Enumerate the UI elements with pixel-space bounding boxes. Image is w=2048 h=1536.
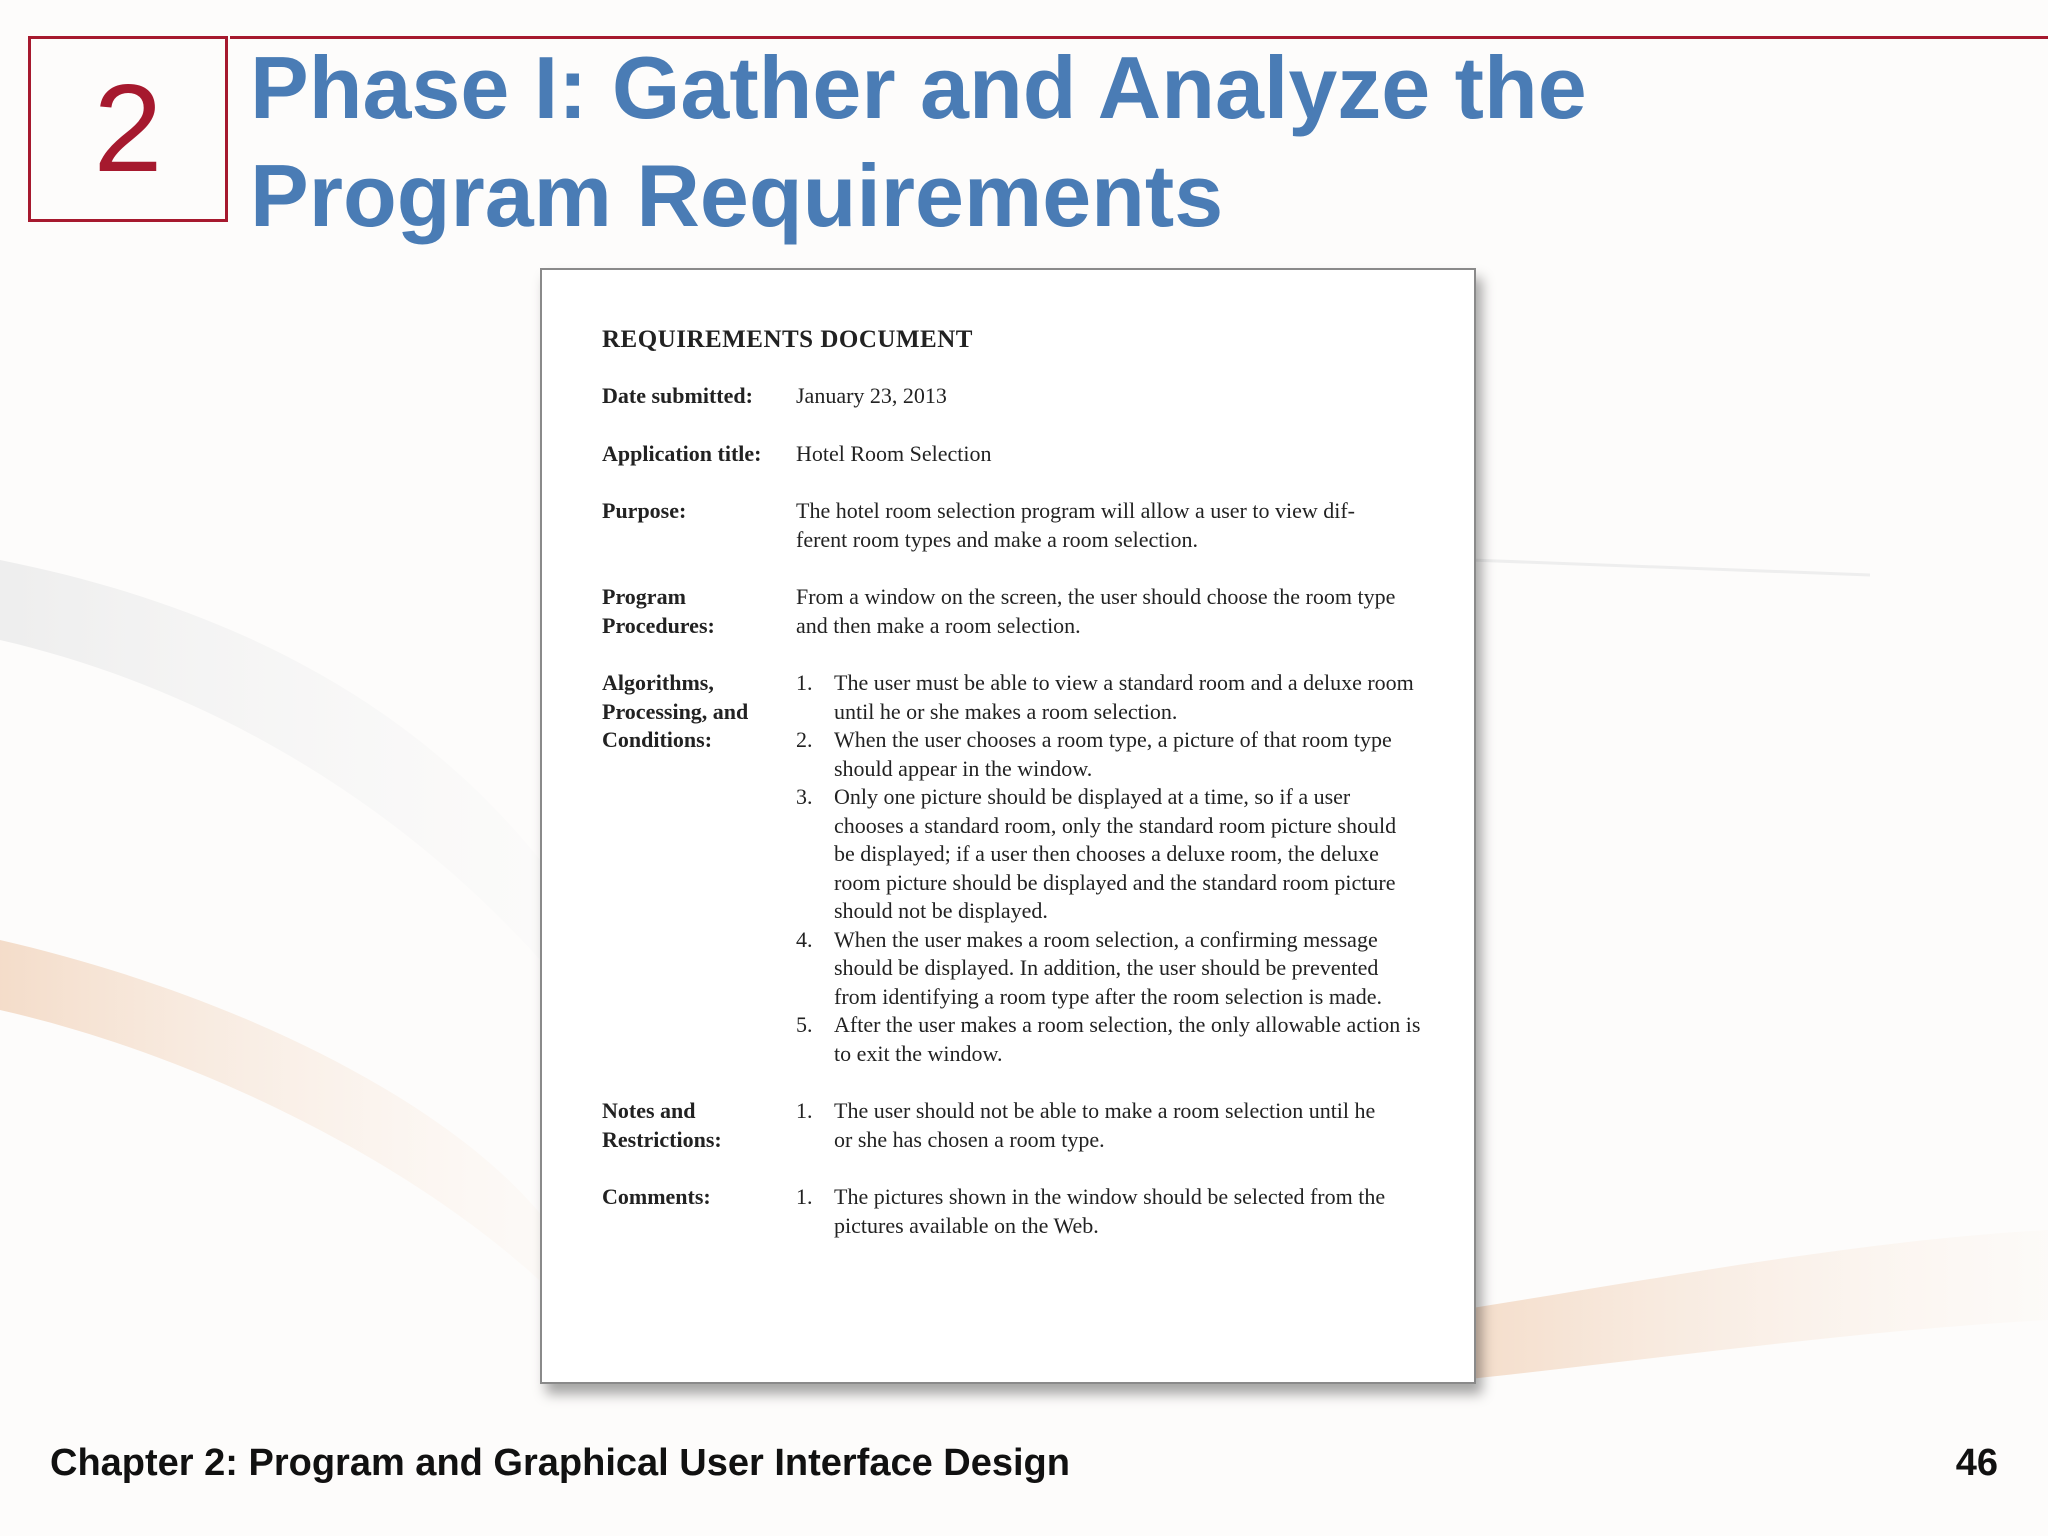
- footer-page-number: 46: [1955, 1442, 1998, 1484]
- list-item-number: 5.: [796, 1012, 813, 1037]
- list-item-text: When the user chooses a room type, a picture of that room type should appear in the window.: [834, 727, 1392, 781]
- list-item: [796, 1097, 1396, 1154]
- footer-chapter-title: Chapter 2: Program and Graphical User Interface Design: [50, 1442, 1070, 1484]
- notes-list: [796, 1097, 1396, 1154]
- procedures-label: Program Procedures:: [602, 584, 715, 638]
- algorithms-label: Algorithms, Processing, and Conditions:: [602, 670, 749, 752]
- list-item: [796, 669, 1422, 726]
- list-item-text: After the user makes a room selection, the only allowable action is to exit the window.: [834, 1012, 1421, 1066]
- comments-list: [796, 1183, 1396, 1240]
- date-label: Date submitted:: [602, 383, 753, 408]
- list-item-number: 4.: [796, 926, 813, 952]
- procedures-value: From a window on the screen, the user should choose the room type and then make a room selection.: [796, 584, 1396, 638]
- list-item: [796, 726, 1422, 783]
- list-item: [796, 1183, 1396, 1240]
- list-item-text: The user should not be able to make a room selection until he or she has chosen a room type.: [834, 1098, 1376, 1152]
- document-heading: REQUIREMENTS DOCUMENT: [602, 326, 973, 353]
- chapter-number: 2: [93, 60, 163, 198]
- list-item-text: Only one picture should be displayed at a time, so if a user chooses a standard room, only the standard room picture should be displayed; if a user then chooses a deluxe room, the deluxe room picture should be displayed and the standard room picture should not be displayed.: [834, 784, 1397, 923]
- list-item-text: When the user makes a room selection, a confirming message should be displayed. In addition, the user should be prevented from identifying a room type after the room selection is made.: [834, 926, 1383, 1009]
- notes-label: Notes and Restrictions:: [602, 1098, 722, 1152]
- purpose-label: Purpose:: [602, 498, 687, 523]
- list-item-text: The user must be able to view a standard room and a deluxe room until he or she makes a room selection.: [834, 670, 1414, 724]
- list-item-number: 2.: [796, 727, 813, 752]
- chapter-number-box: [28, 36, 228, 222]
- list-item: [796, 926, 1422, 1012]
- date-value: January 23, 2013: [796, 383, 947, 408]
- requirements-document: [540, 268, 1476, 1384]
- algorithms-list: [796, 669, 1422, 1068]
- app-title-label: Application title:: [602, 441, 762, 466]
- purpose-value: The hotel room selection program will allow a user to view dif- ferent room types and make a room selection.: [796, 498, 1356, 552]
- list-item: [796, 783, 1422, 926]
- app-title-value: Hotel Room Selection: [796, 441, 992, 466]
- list-item-number: 1.: [796, 1184, 813, 1209]
- slide-title-line2: Program Requirements: [250, 146, 1224, 245]
- list-item-number: 3.: [796, 784, 813, 809]
- list-item-text: The pictures shown in the window should be selected from the pictures available on the Web.: [834, 1184, 1386, 1238]
- slide-title-line1: Phase I: Gather and Analyze the: [250, 38, 1587, 137]
- comments-label: Comments:: [602, 1184, 711, 1209]
- list-item-number: 1.: [796, 670, 813, 695]
- slide-title: [250, 34, 1950, 250]
- list-item: [796, 1011, 1422, 1068]
- list-item-number: 1.: [796, 1098, 813, 1123]
